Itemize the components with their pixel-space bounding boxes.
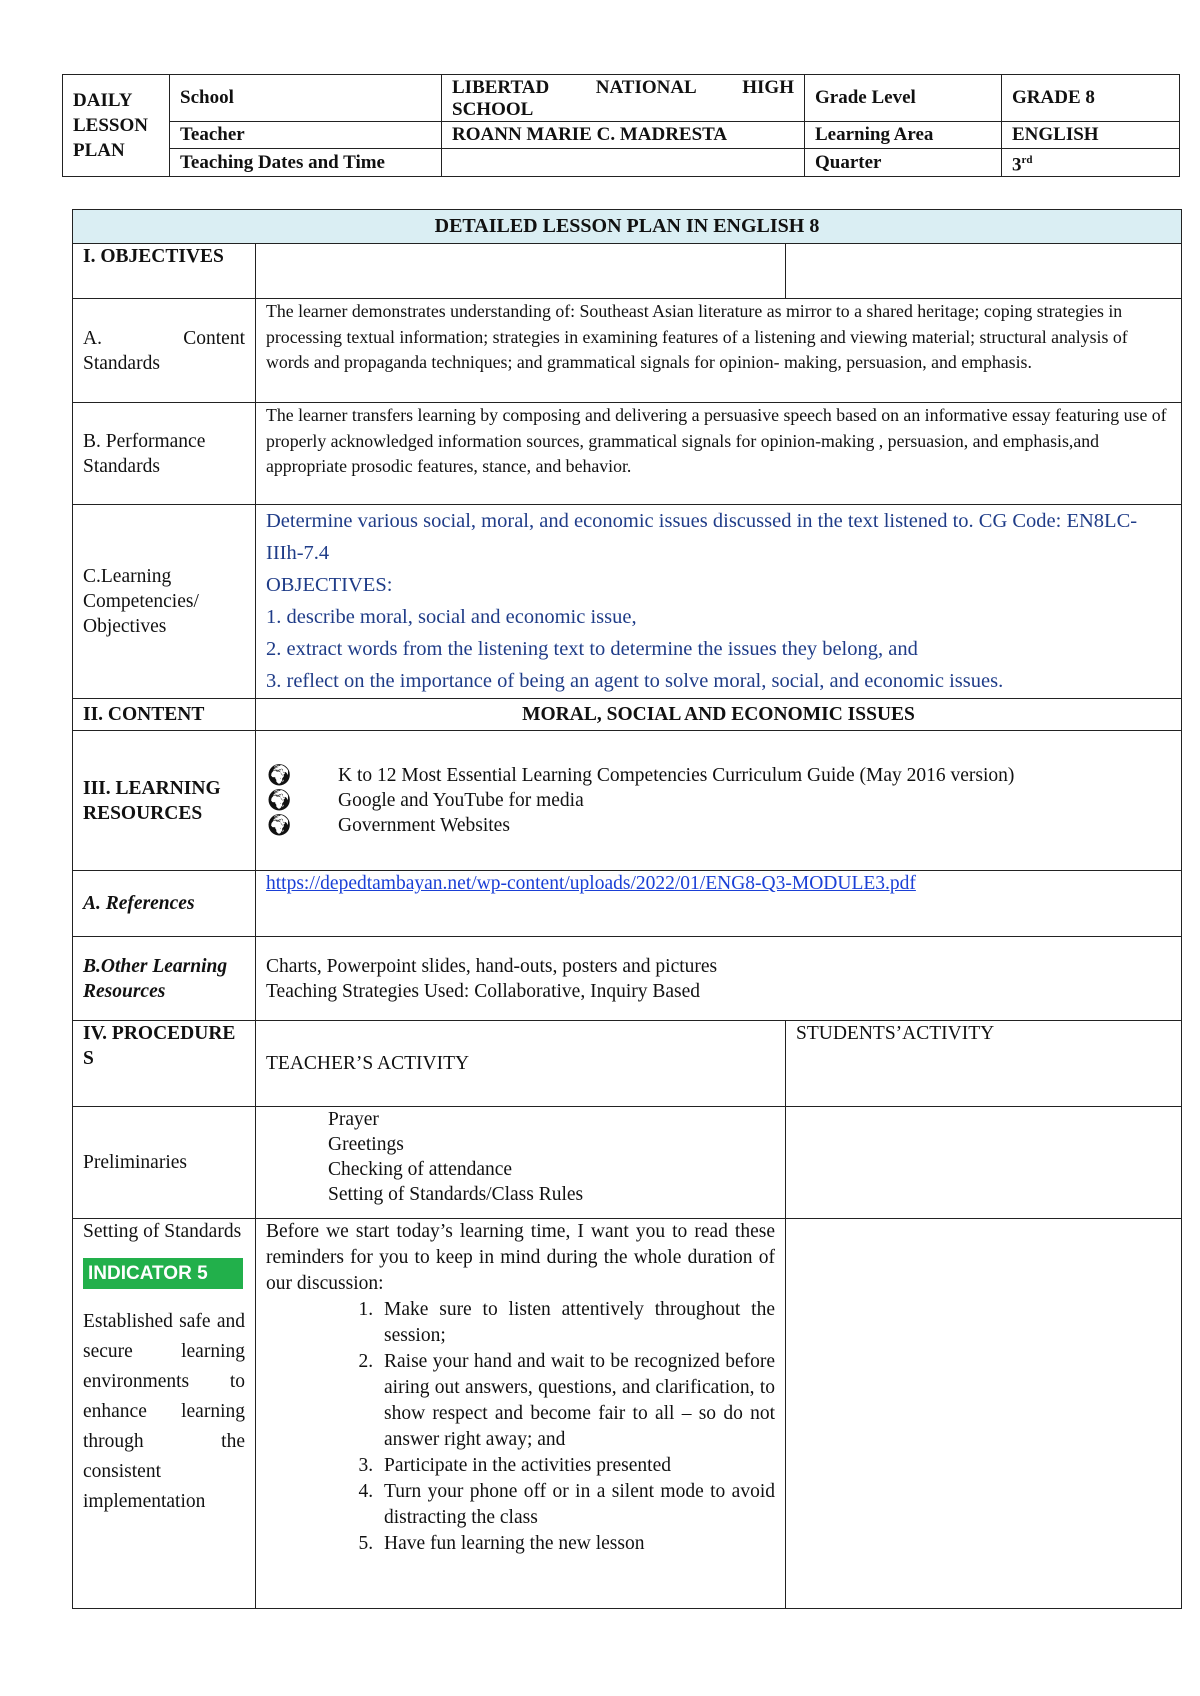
indicator-text: Established safe and secure learning environments to enhance learning through the consistent implementation <box>83 1311 245 1512</box>
preliminaries-label: Preliminaries <box>73 1107 256 1219</box>
rules-list <box>266 1297 775 1557</box>
globe-icon: 🌍︎ <box>266 813 293 837</box>
header-table <box>62 74 1180 177</box>
list-item: 3. Participate in the activities presented <box>378 1453 775 1479</box>
list-item: 2. Raise your hand and wait to be recognized before airing out answers, questions, and clarification, to show respect and become fair to all – so do not answer right away; and <box>378 1349 775 1453</box>
list-item: Checking of attendance <box>328 1159 513 1180</box>
competency-text: Determine various social, moral, and economic issues discussed in the text listened to. CG Code: EN8LC-IIIh-7.4 <box>266 510 1138 564</box>
setting-standards-teacher-cell <box>256 1219 786 1609</box>
dlp-line-1: DAILY <box>73 90 133 112</box>
other-resources-cell <box>256 937 1182 1021</box>
preliminaries-students-cell <box>786 1107 1182 1219</box>
objectives-blank-cell-2 <box>786 244 1182 299</box>
objectives-blank-cell <box>256 244 786 299</box>
objective-item: 2. extract words from the listening text to determine the issues they belong, and <box>266 638 918 660</box>
setting-intro: Before we start today’s learning time, I want you to read these reminders for you to keep in mind during the whole duration of our discussion: <box>266 1221 775 1294</box>
other-resources-line-2: Teaching Strategies Used: Collaborative, Inquiry Based <box>266 980 701 1002</box>
grade-level-label: Grade Level <box>805 75 1002 122</box>
teacher-activity-heading: TEACHER’S ACTIVITY <box>256 1021 786 1107</box>
setting-standards-students-cell <box>786 1219 1182 1609</box>
grade-level-value: GRADE 8 <box>1002 75 1180 122</box>
students-activity-heading: STUDENTS’ACTIVITY <box>786 1021 1182 1107</box>
list-item: 4. Turn your phone off or in a silent mode to avoid distracting the class <box>378 1479 775 1531</box>
list-item: 🌍︎ K to 12 Most Essential Learning Competencies Curriculum Guide (May 2016 version) <box>266 763 1015 787</box>
list-item: 🌍︎ Google and YouTube for media <box>266 788 584 812</box>
procedures-label: IV. PROCEDURE S <box>73 1021 256 1107</box>
learning-area-label: Learning Area <box>805 122 1002 149</box>
list-item: Setting of Standards/Class Rules <box>328 1184 584 1205</box>
learning-competencies-cell <box>256 505 1182 699</box>
globe-icon: 🌍︎ <box>266 763 293 787</box>
objectives-heading: OBJECTIVES: <box>266 574 393 596</box>
preliminaries-cell <box>256 1107 786 1219</box>
objective-item: 3. reflect on the importance of being an agent to solve moral, social, and economic issues. <box>266 670 1004 692</box>
performance-standards-label: B. Performance Standards <box>73 403 256 505</box>
teaching-dates-value <box>442 149 805 177</box>
content-value: MORAL, SOCIAL AND ECONOMIC ISSUES <box>256 699 1182 731</box>
dlp-line-2: LESSON <box>73 115 148 137</box>
performance-standards-text: The learner transfers learning by composing and delivering a persuasive speech based on an informative essay featuring use of properly acknowledged information sources, grammatical signals for opinion-making , persuasion, and emphasis,and appropriate prosodic features, stance, and behavior. <box>256 403 1182 505</box>
learning-competencies-label: C.Learning Competencies/ Objectives <box>73 505 256 699</box>
list-item: Prayer <box>328 1109 379 1130</box>
school-label: School <box>170 75 442 122</box>
teaching-dates-label: Teaching Dates and Time <box>170 149 442 177</box>
learning-resources-label: III. LEARNING RESOURCES <box>73 731 256 871</box>
learning-resources-cell <box>256 731 1182 871</box>
list-item: 5. Have fun learning the new lesson <box>378 1531 775 1557</box>
content-label: II. CONTENT <box>73 699 256 731</box>
setting-standards-cell <box>73 1219 256 1609</box>
list-item: 🌍︎ Government Websites <box>266 813 510 837</box>
quarter-number: 3 <box>1012 154 1022 176</box>
quarter-value <box>1002 149 1180 177</box>
lesson-plan-title: DETAILED LESSON PLAN IN ENGLISH 8 <box>73 210 1182 244</box>
setting-standards-label: Setting of Standards <box>83 1221 242 1242</box>
objectives-label: I. OBJECTIVES <box>73 244 256 299</box>
references-cell <box>256 871 1182 937</box>
objective-item: 1. describe moral, social and economic issue, <box>266 606 637 628</box>
quarter-suffix: rd <box>1021 154 1033 166</box>
quarter-label: Quarter <box>805 149 1002 177</box>
daily-lesson-plan-label <box>63 75 170 177</box>
lesson-plan-table <box>72 209 1182 1609</box>
content-standards-text: The learner demonstrates understanding of: Southeast Asian literature as mirror to a shared heritage; coping strategies in processing textual information; strategies in examining features of a listening and viewing material; structural analysis of words and propaganda techniques; and grammatical signals for opinion- making, persuasion, and emphasis. <box>256 299 1182 403</box>
indicator-badge: INDICATOR 5 <box>83 1258 243 1289</box>
learning-resources-list <box>266 763 1171 838</box>
school-value: LIBERTAD NATIONAL HIGH SCHOOL <box>442 75 805 122</box>
references-label: A. References <box>73 871 256 937</box>
content-standards-label: A. Content Standards <box>73 299 256 403</box>
other-resources-line-1: Charts, Powerpoint slides, hand-outs, posters and pictures <box>266 955 718 977</box>
list-item: Greetings <box>328 1134 404 1155</box>
teacher-value: ROANN MARIE C. MADRESTA <box>442 122 805 149</box>
teacher-label: Teacher <box>170 122 442 149</box>
dlp-line-3: PLAN <box>73 140 125 162</box>
learning-area-value: ENGLISH <box>1002 122 1180 149</box>
other-resources-label: B.Other Learning Resources <box>73 937 256 1021</box>
references-link[interactable]: https://depedtambayan.net/wp-content/uploads/2022/01/ENG8-Q3-MODULE3.pdf <box>266 873 916 894</box>
globe-icon: 🌍︎ <box>266 788 293 812</box>
list-item: 1. Make sure to listen attentively throughout the session; <box>378 1297 775 1349</box>
